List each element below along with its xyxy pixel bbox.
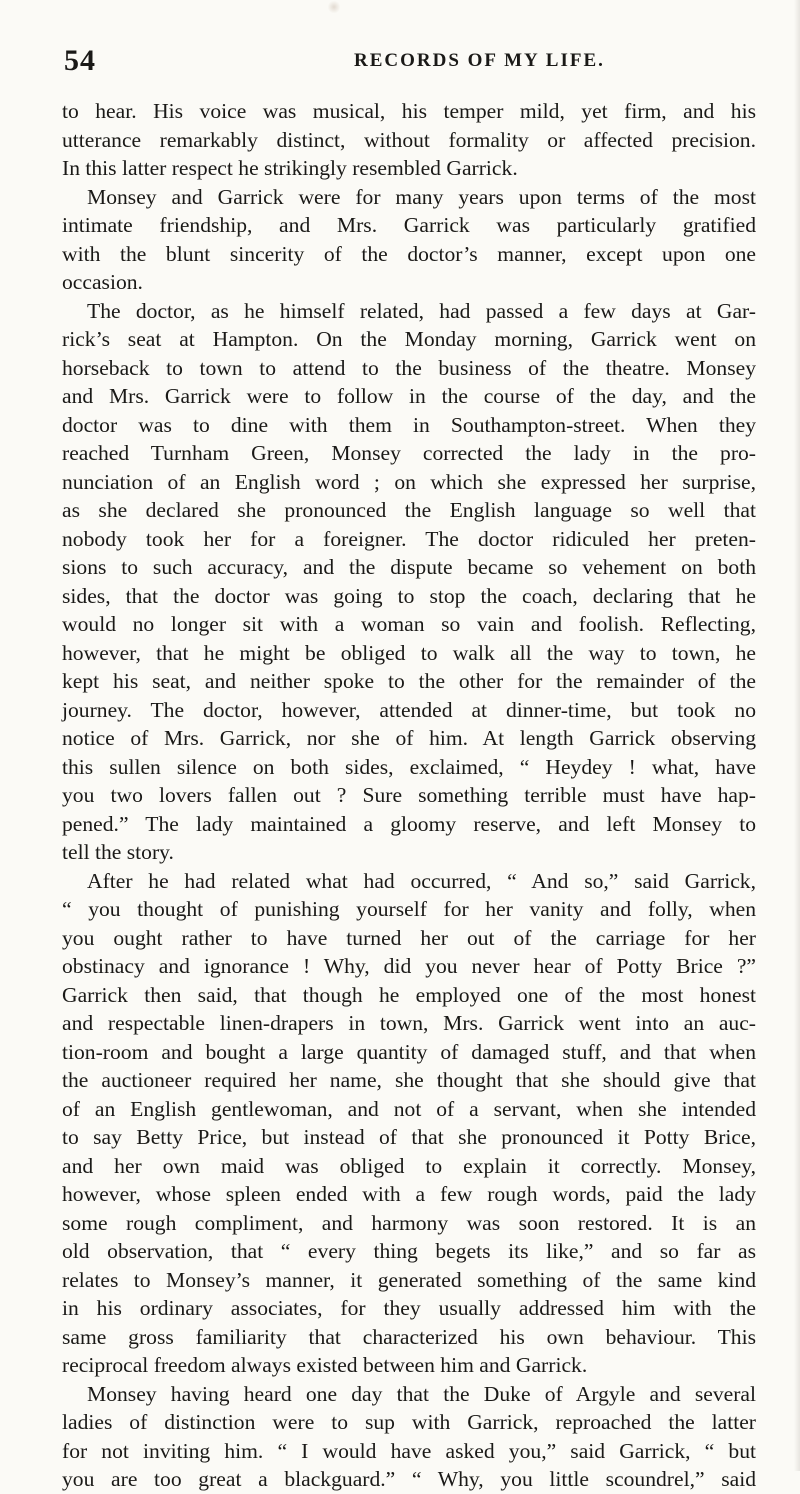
text-line: relates to Monsey’s manner, it generated something of the same kind (62, 1267, 756, 1292)
page-header (64, 44, 752, 84)
text-line: journey. The doctor, however, attended at dinner-time, but took no (62, 697, 756, 722)
text-line: and Mrs. Garrick were to follow in the course of the day, and the (62, 384, 756, 408)
text-line: nunciation of an English word ; on which she expressed her surprise, (62, 469, 756, 494)
text-line: tell the story. (62, 840, 174, 864)
text-line: In this latter respect he strikingly resembled Garrick. (62, 156, 518, 180)
text-line: as she declared she pronounced the English language so well that (62, 498, 756, 522)
text-line: to hear. His voice was musical, his temper mild, yet firm, and his (62, 99, 756, 123)
text-line: Monsey having heard one day that the Duke of Argyle and several (87, 1381, 756, 1406)
text-line: you two lovers fallen out ? Sure something terrible must have hap- (62, 783, 756, 807)
text-line: utterance remarkably distinct, without formality or affected precision. (62, 127, 756, 152)
text-line: same gross familiarity that characterized his own behaviour. This (62, 1324, 756, 1349)
text-line: horseback to town to attend to the business of the theatre. Monsey (62, 355, 756, 380)
text-line: however, that he might be obliged to walk all the way to town, he (62, 640, 756, 665)
text-line: some rough compliment, and harmony was soon restored. It is an (62, 1210, 756, 1235)
text-line: sions to such accuracy, and the dispute became so vehement on both (62, 555, 756, 579)
text-line: “ you thought of punishing yourself for her vanity and folly, when (62, 897, 756, 921)
text-line: and her own maid was obliged to explain it correctly. Monsey, (62, 1153, 756, 1178)
text-line: ladies of distinction were to sup with Garrick, reproached the latter (62, 1410, 756, 1434)
text-line: kept his seat, and neither spoke to the other for the remainder of the (62, 669, 756, 693)
text-line: intimate friendship, and Mrs. Garrick was particularly gratified (62, 213, 756, 237)
text-line: this sullen silence on both sides, exclaimed, “ Heydey ! what, have (62, 754, 756, 779)
text-line: for not inviting him. “ I would have asked you,” said Garrick, “ but (62, 1438, 756, 1463)
text-line: would no longer sit with a woman so vain and foolish. Reflecting, (62, 612, 756, 636)
text-line: tion-room and bought a large quantity of damaged stuff, and that when (62, 1039, 756, 1064)
text-line: and respectable linen-drapers in town, Mrs. Garrick went into an auc- (62, 1011, 756, 1035)
text-line: sides, that the doctor was going to stop the coach, declaring that he (62, 583, 756, 608)
text-line: nobody took her for a foreigner. The doctor ridiculed her preten- (62, 526, 756, 551)
text-line: The doctor, as he himself related, had passed a few days at Gar- (87, 298, 756, 323)
text-line: you are too great a blackguard.” “ Why, you little scoundrel,” said (62, 1467, 756, 1491)
text-line: reciprocal freedom always existed between him and Garrick. (62, 1353, 588, 1377)
text-line: Monsey and Garrick were for many years upon terms of the most (87, 184, 756, 209)
ink-smudge (328, 0, 340, 14)
text-line: notice of Mrs. Garrick, nor she of him. At length Garrick observing (62, 726, 756, 750)
body-text (62, 97, 756, 1494)
text-line: After he had related what had occurred, “ And so,” said Garrick, (87, 868, 756, 893)
text-line: doctor was to dine with them in Southampton-street. When they (62, 412, 756, 437)
text-line: of an English gentlewoman, and not of a servant, when she intended (62, 1096, 756, 1121)
text-line: the auctioneer required her name, she thought that she should give that (62, 1068, 756, 1092)
page-edge-shadow (794, 0, 800, 1471)
text-line: you ought rather to have turned her out of the carriage for her (62, 925, 756, 950)
text-line: reached Turnham Green, Monsey corrected the lady in the pro- (62, 441, 756, 465)
text-line: old observation, that “ every thing begets its like,” and so far as (62, 1239, 756, 1263)
page-number: 54 (64, 44, 96, 77)
running-head: RECORDS OF MY LIFE. (354, 50, 605, 71)
text-line: however, whose spleen ended with a few rough words, paid the lady (62, 1182, 756, 1206)
text-line: pened.” The lady maintained a gloomy reserve, and left Monsey to (62, 811, 756, 836)
text-line: with the blunt sincerity of the doctor’s manner, except upon one (62, 241, 756, 266)
text-line: Garrick then said, that though he employed one of the most honest (62, 982, 756, 1007)
text-line: to say Betty Price, but instead of that she pronounced it Potty Brice, (62, 1125, 756, 1149)
text-line: obstinacy and ignorance ! Why, did you never hear of Potty Brice ?” (62, 954, 756, 978)
text-line: rick’s seat at Hampton. On the Monday morning, Garrick went on (62, 327, 756, 351)
text-line: in his ordinary associates, for they usually addressed him with the (62, 1296, 756, 1320)
text-line: occasion. (62, 270, 143, 294)
